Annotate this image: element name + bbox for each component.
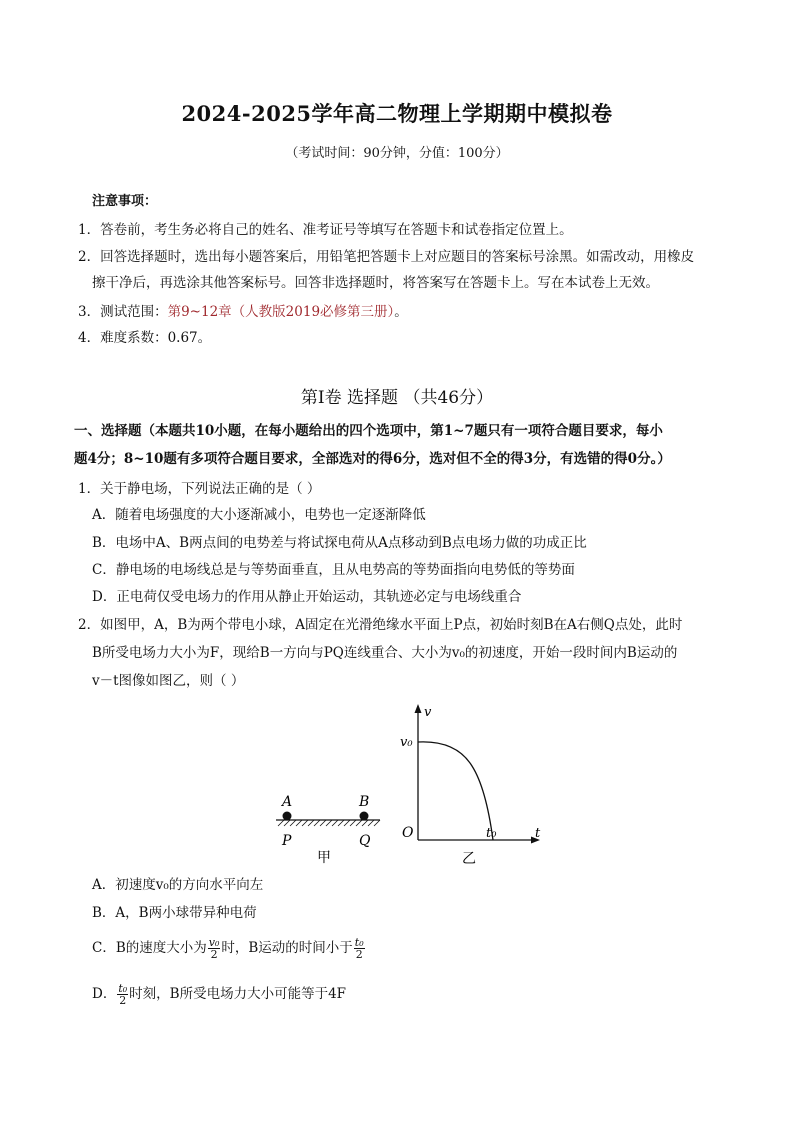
caption-jia: 甲 (317, 850, 331, 866)
label-v0: v₀ (400, 735, 413, 750)
figure-yi (396, 700, 556, 870)
q2-option-c-pre: C．B的速度大小为 (92, 940, 207, 956)
q1-option-d: D．正电荷仅受电场力的作用从静止开始运动，其轨迹必定与电场线重合 (92, 589, 522, 605)
label-v: v (424, 705, 432, 720)
label-q: Q (359, 833, 371, 849)
label-p: P (282, 833, 292, 849)
notice-heading: 注意事项： (92, 194, 158, 209)
part1-heading-2: 题4分；8~10题有多项符合题目要求，全部选对的得6分，选对但不全的得3分，有选错的得0分。） (74, 451, 671, 467)
q1-option-a: A．随着电场强度的大小逐渐减小，电势也一定逐渐降低 (92, 507, 426, 523)
q2-option-c-mid: 时，B运动的时间小于 (221, 940, 353, 956)
vt-curve (418, 742, 493, 840)
q1-stem: 1．关于静电场，下列说法正确的是（ ） (78, 481, 321, 497)
label-t0: t₀ (486, 826, 497, 841)
label-origin: O (402, 825, 414, 841)
notice-item-1: 1．答卷前，考生务必将自己的姓名、准考证号等填写在答题卡和试卷指定位置上。 (78, 222, 573, 238)
fraction-t0-over-2-d (117, 983, 128, 1006)
q1-option-c: C．静电场的电场线总是与等势面垂直，且从电势高的等势面指向电势低的等势面 (92, 562, 575, 578)
fraction-t0-num-d: t₀ (118, 982, 128, 995)
q2-option-d (92, 983, 346, 1006)
fraction-t0-den: 2 (355, 948, 363, 961)
test-scope: 第9~12章（人教版2019必修第三册） (167, 304, 395, 320)
fraction-t0-den-d: 2 (119, 994, 127, 1007)
exam-subtitle: （考试时间：90分钟，分值：100分） (285, 146, 509, 161)
section-title: 第Ⅰ卷 选择题 （共46分） (300, 388, 494, 408)
q2-stem-2: B所受电场力大小为F，现给B一方向与PQ连线重合、大小为v₀的初速度，开始一段时间内B运动的 (92, 645, 678, 661)
figure-jia (268, 790, 388, 870)
q2-stem-1: 2．如图甲，A，B为两个带电小球，A固定在光滑绝缘水平面上P点，初始时刻B在A右侧Q点处，此时 (78, 617, 683, 633)
notice-item-3 (78, 302, 408, 322)
fraction-v0-den: 2 (210, 948, 218, 961)
q2-option-d-pre: D． (92, 986, 117, 1002)
notice-item-2-cont: 擦干净后，再选涂其他答案标号。回答非选择题时，将答案写在答题卡上。写在本试卷上无效。 (92, 275, 659, 291)
exam-title: 2024-2025学年高二物理上学期期中模拟卷 (181, 101, 613, 126)
q2-option-b: B．A，B两小球带异种电荷 (92, 905, 257, 921)
q2-option-c (92, 937, 366, 960)
fraction-t0-over-2 (354, 937, 365, 960)
notice-item-2: 2．回答选择题时，选出每小题答案后，用铅笔把答题卡上对应题目的答案标号涂黑。如需改动，用橡皮 (78, 249, 695, 265)
notice-item-4: 4．难度系数：0.67。 (78, 330, 212, 346)
label-t: t (535, 826, 541, 841)
fraction-v0-over-2 (208, 937, 221, 960)
q2-option-d-post: 时刻，B所受电场力大小可能等于4F (129, 986, 347, 1002)
notice-item-3-label: 3．测试范围： (78, 304, 168, 320)
surface-hatching (278, 820, 380, 826)
part1-heading-1: 一、选择题（本题共10小题，在每小题给出的四个选项中，第1~7题只有一项符合题目要求，每小 (74, 423, 663, 439)
label-a: A (282, 794, 293, 810)
q2-option-a: A．初速度v₀的方向水平向左 (92, 877, 264, 893)
q2-stem-3: v－t图像如图乙，则（ ） (92, 673, 245, 689)
v-axis-arrow (415, 704, 422, 713)
fraction-v0-num: v₀ (208, 936, 220, 949)
ball-b (360, 812, 369, 821)
ball-a (283, 812, 292, 821)
caption-yi: 乙 (462, 851, 476, 867)
label-b: B (359, 794, 370, 810)
notice-item-3-end: 。 (394, 304, 408, 320)
fraction-t0-num: t₀ (354, 936, 364, 949)
q1-option-b: B．电场中A、B两点间的电势差与将试探电荷从A点移动到B点电场力做的功成正比 (92, 535, 587, 551)
